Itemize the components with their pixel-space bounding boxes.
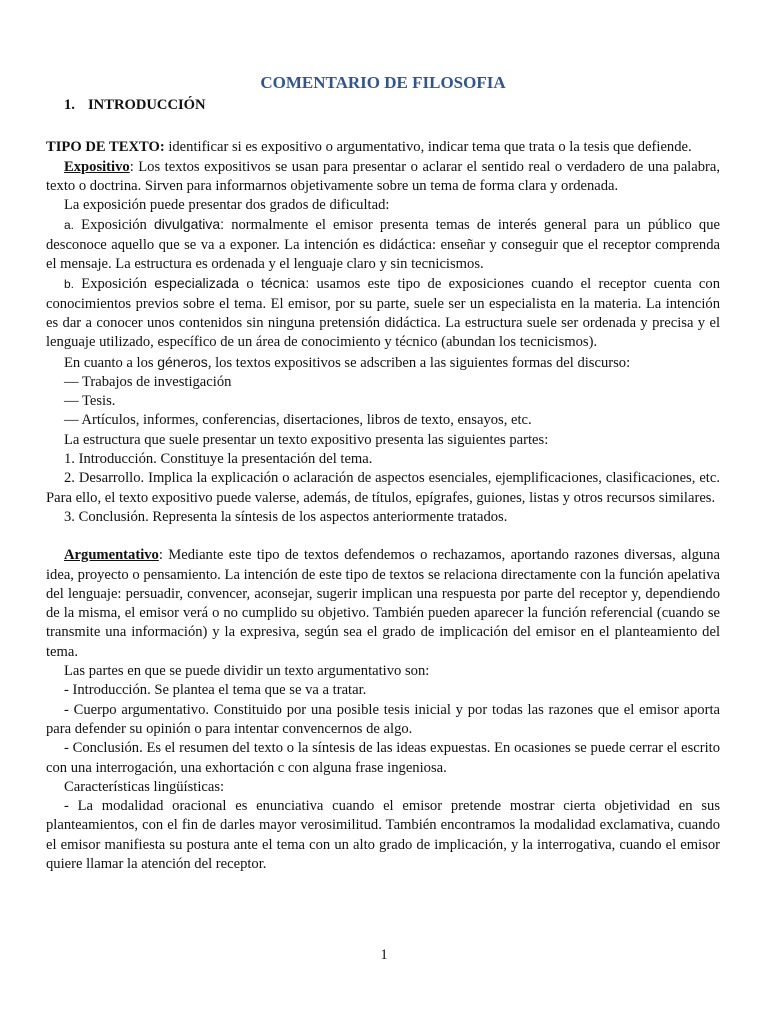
page-number: 1 [380,947,388,963]
tipo-de-texto-paragraph [46,138,720,157]
section-number: 1. [64,97,75,113]
estructura-paragraph: La estructura que suele presentar un texto expositivo presenta las siguientes partes: [64,431,549,448]
argumentativo-paragraph [46,546,720,662]
list-item: - Cuerpo argumentativo. Constituido por una posible tesis inicial y por todas las razones que el emisor aporta para defender su opinión o para intentar convencernos de algo. [46,701,720,737]
list-item: - Conclusión. Es el resumen del texto o la síntesis de las ideas expuestas. En ocasiones se puede cerrar el escrito con una interrogación, una exhortación c con alguna frase ingeniosa. [46,740,720,776]
modalidad-paragraph: - La modalidad oracional es enunciativa cuando el emisor pretende mostrar cierta objetividad en sus planteamientos, con el fin de darles mayor verosimilitud. También encontramos la modalidad exclamativa, cuando el emisor manifiesta su postura ante el tema con un alto grado de implicación, y la interrogativa, cuando el emisor quiere llamar la atención del receptor. [46,798,720,872]
especializada-mid: o [239,276,261,293]
generos-pre: En cuanto a los [64,354,158,371]
generos-paragraph [46,353,720,373]
tipo-label: TIPO DE TEXTO: [46,139,165,156]
especializada-paragraph [46,274,720,352]
list-item: - Introducción. Se plantea el tema que se va a tratar. [64,682,367,699]
argumentativo-label: Argumentativo [64,547,159,564]
list-item: 2. Desarrollo. Implica la explicación o aclaración de aspectos esenciales, ejemplificaciones, clasificaciones, etc. Para ello, el texto expositivo puede valerse, además, de títulos, epígrafes, guiones, listas y otros recursos similares. [46,470,720,506]
divulgativa-term: divulgativa: [154,216,225,233]
item-letter-a: a. [64,218,75,233]
expositivo-paragraph [46,158,720,197]
tipo-text: identificar si es expositivo o argumentativo, indicar tema que trata o la tesis que defiende. [164,139,692,156]
document-title: COMENTARIO DE FILOSOFIA [260,73,506,92]
expositivo-intro: : Los textos expositivos se usan para presentar o aclarar el sentido real o verdadero de una palabra, texto o doctrina. Sirven para informarnos objetivamente sobre un tema de forma clara y ordenada. [46,158,720,194]
item-letter-b: b. [64,277,75,292]
list-item: — Artículos, informes, conferencias, disertaciones, libros de texto, ensayos, etc. [64,412,532,429]
section-title: INTRODUCCIÓN [88,97,206,113]
document-body [46,72,720,874]
generos-term: géneros [157,353,208,370]
list-item: 1. Introducción. Constituye la presentación del tema. [64,451,373,468]
caracteristicas-heading: Características lingüísticas: [64,778,225,795]
list-item: — Trabajos de investigación [64,373,232,390]
expositivo-label: Expositivo [64,158,130,175]
especializada-term: especializada [154,275,240,292]
tecnica-term: técnica: [260,275,310,292]
partes-intro-paragraph: Las partes en que se puede dividir un texto argumentativo son: [64,663,430,680]
list-item: — Tesis. [64,393,116,410]
divulgativa-pre: Exposición [74,217,154,234]
divulgativa-paragraph [46,215,720,274]
divulgativa-text: normalmente el emisor presenta temas de interés general para un público que desconoce aquello que se va a exponer. La intención es didáctica: enseñar y conseguir que el receptor comprenda el mensaje. La estructura es ordenada y el lenguaje claro y sin tecnicismos. [46,217,720,273]
especializada-pre: Exposición [74,276,155,293]
list-item: 3. Conclusión. Representa la síntesis de los aspectos anteriormente tratados. [64,508,508,525]
grados-paragraph: La exposición puede presentar dos grados de dificultad: [64,197,390,214]
especializada-text: usamos este tipo de exposiciones cuando el receptor cuenta con conocimientos previos sobre el tema. El emisor, por su parte, suele ser un especialista en la materia. La intención es dar a conocer unos contenidos sin ninguna pretensión didáctica. La estructura suele ser ordenada y precisa y el lenguaje utilizado, específico de un área de conocimiento y técnico (abundan los tecnicismos). [46,276,721,351]
section-heading [64,96,720,115]
generos-post: , los textos expositivos se adscriben a las siguientes formas del discurso: [207,354,631,371]
argumentativo-intro: : Mediante este tipo de textos defendemos o rechazamos, aportando razones diversas, alguna idea, proyecto o pensamiento. La intención de este tipo de textos se relaciona directamente con la función apelativa del lenguaje: persuadir, convencer, aconsejar, sugerir implican una respuesta por parte del receptor y, dependiendo de la misma, el emisor verá o no cumplido su objetivo. También pueden aparecer la función referencial (cuando se transmite una información) y la expresiva, según sea el grado de implicación del emisor en el planteamiento del tema. [46,547,720,660]
paragraph-spacer [46,527,720,546]
